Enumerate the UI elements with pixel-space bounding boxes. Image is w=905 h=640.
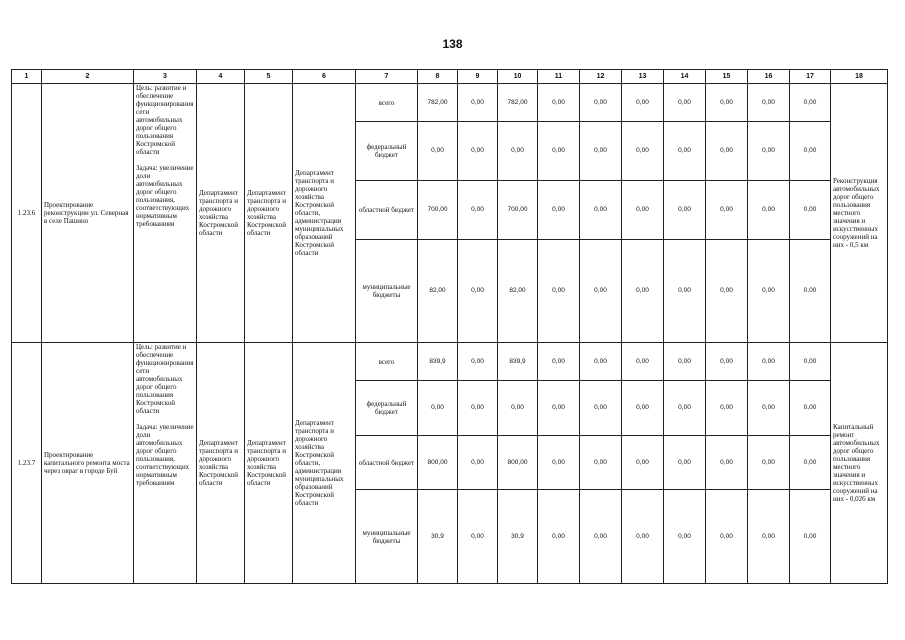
header-cell: 7 [356, 70, 418, 84]
row-task: Задача: увеличение доли автомобильных дорог общего пользования, соответствующих нормативным требованиям [136, 164, 194, 228]
funding-value: 0,00 [748, 490, 790, 584]
row-goal-task [134, 343, 197, 584]
row-code: 1.23.6 [12, 84, 42, 343]
row-col5: Департамент транспорта и дорожного хозяйства Костромской области [245, 84, 293, 343]
funding-type: областной бюджет [356, 436, 418, 490]
funding-type: областной бюджет [356, 181, 418, 240]
row-task: Задача: увеличение доли автомобильных дорог общего пользования, соответствующих нормативным требованиям [136, 423, 194, 487]
funding-type: всего [356, 84, 418, 122]
header-cell: 18 [831, 70, 888, 84]
row-col5: Департамент транспорта и дорожного хозяйства Костромской области [245, 343, 293, 584]
funding-value: 0,00 [706, 181, 748, 240]
funding-value: 0,00 [748, 181, 790, 240]
funding-value: 0,00 [622, 343, 664, 381]
funding-value: 0,00 [580, 240, 622, 343]
row-col4: Департамент транспорта и дорожного хозяйства Костромской области [197, 343, 245, 584]
row-result: Реконструкция автомобильных дорог общего пользования местного значения и искусственных сооружений на них - 0,5 км [831, 84, 888, 343]
header-cell: 8 [418, 70, 458, 84]
funding-value: 0,00 [622, 240, 664, 343]
row-code: 1.23.7 [12, 343, 42, 584]
funding-value: 30,9 [418, 490, 458, 584]
funding-value: 0,00 [748, 84, 790, 122]
row-col4: Департамент транспорта и дорожного хозяйства Костромской области [197, 84, 245, 343]
funding-value: 0,00 [622, 381, 664, 436]
funding-value: 0,00 [748, 240, 790, 343]
funding-value: 0,00 [790, 381, 831, 436]
funding-value: 782,00 [498, 84, 538, 122]
funding-value: 0,00 [580, 490, 622, 584]
funding-value: 700,00 [498, 181, 538, 240]
funding-value: 0,00 [458, 122, 498, 181]
funding-value: 0,00 [664, 240, 706, 343]
funding-value: 0,00 [622, 122, 664, 181]
funding-value: 0,00 [790, 122, 831, 181]
spacer [136, 415, 194, 423]
funding-value: 0,00 [664, 181, 706, 240]
funding-value: 800,00 [418, 436, 458, 490]
funding-value: 0,00 [790, 181, 831, 240]
funding-value: 0,00 [418, 122, 458, 181]
funding-value: 0,00 [790, 84, 831, 122]
funding-value: 0,00 [538, 84, 580, 122]
header-cell: 4 [197, 70, 245, 84]
funding-value: 0,00 [580, 436, 622, 490]
funding-value: 0,00 [458, 490, 498, 584]
row-goal-task [134, 84, 197, 343]
funding-value: 30,9 [498, 490, 538, 584]
row-name: Проектирование капитального ремонта моста через овраг в городе Буй [42, 343, 134, 584]
header-cell: 15 [706, 70, 748, 84]
funding-value: 0,00 [706, 490, 748, 584]
row-goal: Цель: развитие и обеспечение функционирования сети автомобильных дорог общего пользования Костромской области [136, 343, 194, 415]
funding-value: 839,9 [498, 343, 538, 381]
funding-type: федеральный бюджет [356, 381, 418, 436]
header-cell: 16 [748, 70, 790, 84]
funding-value: 0,00 [706, 381, 748, 436]
funding-value: 0,00 [418, 381, 458, 436]
funding-value: 0,00 [748, 343, 790, 381]
funding-value: 0,00 [790, 343, 831, 381]
funding-value: 782,00 [418, 84, 458, 122]
funding-value: 0,00 [498, 381, 538, 436]
funding-value: 0,00 [790, 490, 831, 584]
funding-value: 0,00 [790, 240, 831, 343]
header-cell: 5 [245, 70, 293, 84]
program-table [11, 69, 888, 584]
header-cell: 11 [538, 70, 580, 84]
funding-value: 0,00 [538, 181, 580, 240]
header-cell: 2 [42, 70, 134, 84]
page-number: 138 [442, 37, 463, 51]
funding-value: 0,00 [748, 436, 790, 490]
funding-value: 0,00 [580, 84, 622, 122]
header-cell: 6 [293, 70, 356, 84]
funding-value: 0,00 [664, 122, 706, 181]
funding-value: 0,00 [580, 343, 622, 381]
funding-value: 0,00 [458, 84, 498, 122]
funding-value: 0,00 [622, 490, 664, 584]
funding-value: 0,00 [538, 436, 580, 490]
header-cell: 9 [458, 70, 498, 84]
funding-value: 839,9 [418, 343, 458, 381]
funding-value: 800,00 [498, 436, 538, 490]
funding-value: 0,00 [664, 436, 706, 490]
funding-value: 82,00 [418, 240, 458, 343]
row-goal: Цель: развитие и обеспечение функционирования сети автомобильных дорог общего пользования Костромской области [136, 84, 194, 156]
table-row [12, 84, 888, 122]
funding-value: 0,00 [498, 122, 538, 181]
funding-value: 0,00 [748, 381, 790, 436]
funding-value: 0,00 [538, 240, 580, 343]
funding-value: 0,00 [538, 381, 580, 436]
funding-value: 0,00 [458, 381, 498, 436]
row-col6: Департамент транспорта и дорожного хозяйства Костромской области, администрации муниципальных образований Костромской области [293, 343, 356, 584]
funding-value: 0,00 [538, 490, 580, 584]
spacer [136, 156, 194, 164]
funding-value: 0,00 [706, 84, 748, 122]
funding-value: 0,00 [580, 181, 622, 240]
funding-type: муниципальные бюджеты [356, 490, 418, 584]
funding-value: 0,00 [580, 381, 622, 436]
funding-value: 0,00 [706, 122, 748, 181]
funding-value: 0,00 [538, 343, 580, 381]
funding-value: 0,00 [622, 84, 664, 122]
funding-value: 0,00 [580, 122, 622, 181]
funding-value: 0,00 [706, 240, 748, 343]
funding-value: 0,00 [706, 436, 748, 490]
row-result: Капитальный ремонт автомобильных дорог общего пользования местного значения и искусственных сооружений на них - 0,026 км [831, 343, 888, 584]
funding-value: 0,00 [458, 181, 498, 240]
header-cell: 13 [622, 70, 664, 84]
funding-type: всего [356, 343, 418, 381]
funding-type: муниципальные бюджеты [356, 240, 418, 343]
funding-value: 0,00 [748, 122, 790, 181]
funding-value: 0,00 [622, 436, 664, 490]
funding-value: 700,00 [418, 181, 458, 240]
header-cell: 10 [498, 70, 538, 84]
funding-value: 0,00 [664, 84, 706, 122]
funding-value: 0,00 [538, 122, 580, 181]
funding-type: федеральный бюджет [356, 122, 418, 181]
header-cell: 1 [12, 70, 42, 84]
funding-value: 0,00 [458, 240, 498, 343]
row-col6: Департамент транспорта и дорожного хозяйства Костромской области, администрации муниципальных образований Костромской области [293, 84, 356, 343]
funding-value: 0,00 [790, 436, 831, 490]
table-row [12, 343, 888, 381]
funding-value: 0,00 [622, 181, 664, 240]
row-name: Проектирование реконструкции ул. Северная в селе Пашино [42, 84, 134, 343]
funding-value: 0,00 [664, 343, 706, 381]
header-cell: 12 [580, 70, 622, 84]
funding-value: 0,00 [664, 490, 706, 584]
header-cell: 14 [664, 70, 706, 84]
funding-value: 0,00 [664, 381, 706, 436]
header-row [12, 70, 888, 84]
funding-value: 0,00 [458, 436, 498, 490]
header-cell: 3 [134, 70, 197, 84]
funding-value: 0,00 [706, 343, 748, 381]
header-cell: 17 [790, 70, 831, 84]
funding-value: 82,00 [498, 240, 538, 343]
funding-value: 0,00 [458, 343, 498, 381]
